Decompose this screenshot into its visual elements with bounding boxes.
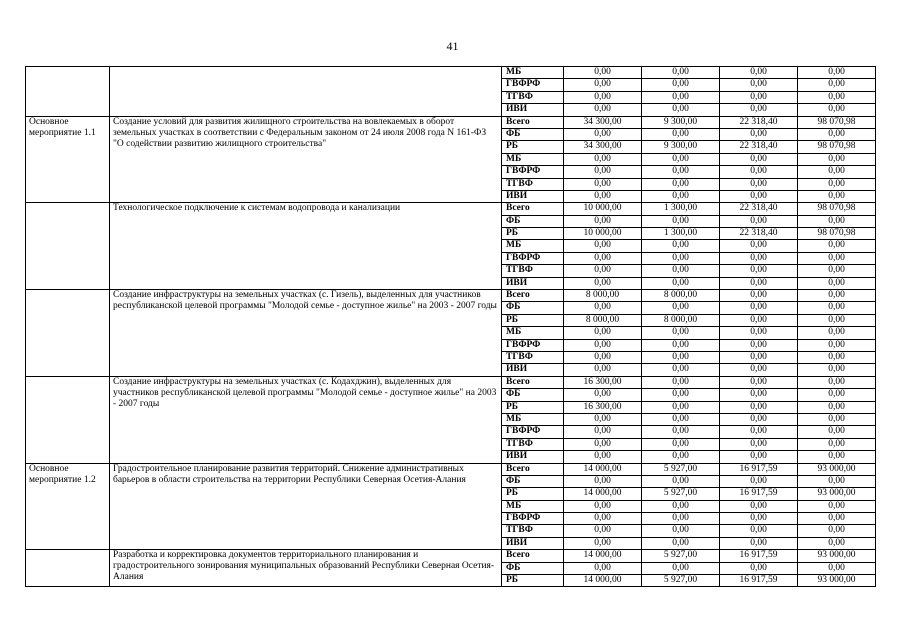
amount-cell: 0,00 (798, 290, 876, 302)
amount-cell: 0,00 (720, 413, 798, 425)
amount-cell: 0,00 (720, 451, 798, 463)
funding-source-cell: ГВФРФ (502, 339, 564, 351)
funding-source-cell: ТГВФ (502, 178, 564, 190)
amount-cell: 0,00 (720, 438, 798, 450)
amount-cell: 0,00 (642, 104, 720, 116)
amount-cell: 0,00 (564, 153, 642, 165)
activity-cell: Основное мероприятие 1.1 (26, 116, 110, 203)
amount-cell: 0,00 (720, 327, 798, 339)
amount-cell: 0,00 (720, 104, 798, 116)
activity-cell (26, 550, 110, 587)
amount-cell: 0,00 (798, 426, 876, 438)
amount-cell: 0,00 (564, 240, 642, 252)
amount-cell: 9 300,00 (642, 141, 720, 153)
amount-cell: 0,00 (720, 401, 798, 413)
funding-source-cell: ГВФРФ (502, 252, 564, 264)
amount-cell: 0,00 (564, 190, 642, 202)
amount-cell: 0,00 (720, 240, 798, 252)
funding-source-cell: РБ (502, 401, 564, 413)
amount-cell: 0,00 (642, 389, 720, 401)
amount-cell: 98 070,98 (798, 228, 876, 240)
amount-cell: 0,00 (798, 339, 876, 351)
amount-cell: 0,00 (720, 67, 798, 79)
amount-cell: 0,00 (798, 364, 876, 376)
amount-cell: 0,00 (564, 389, 642, 401)
amount-cell: 93 000,00 (798, 488, 876, 500)
funding-source-cell: ФБ (502, 302, 564, 314)
amount-cell: 0,00 (564, 364, 642, 376)
amount-cell: 0,00 (642, 91, 720, 103)
funding-source-cell: ФБ (502, 562, 564, 574)
amount-cell: 0,00 (642, 190, 720, 202)
amount-cell: 0,00 (642, 166, 720, 178)
amount-cell: 8 000,00 (564, 290, 642, 302)
amount-cell: 0,00 (564, 500, 642, 512)
funding-source-cell: ФБ (502, 475, 564, 487)
table-row (26, 203, 876, 215)
amount-cell: 0,00 (798, 104, 876, 116)
funding-source-cell: ГВФРФ (502, 513, 564, 525)
amount-cell: 0,00 (720, 475, 798, 487)
budget-table (25, 66, 876, 587)
amount-cell: 0,00 (720, 525, 798, 537)
table-row (26, 463, 876, 475)
amount-cell: 5 927,00 (642, 488, 720, 500)
amount-cell: 0,00 (798, 128, 876, 140)
funding-source-cell: ИВИ (502, 190, 564, 202)
amount-cell: 0,00 (720, 252, 798, 264)
funding-source-cell: Всего (502, 376, 564, 388)
amount-cell: 16 300,00 (564, 401, 642, 413)
amount-cell: 0,00 (720, 79, 798, 91)
activity-cell (26, 376, 110, 463)
amount-cell: 0,00 (564, 451, 642, 463)
amount-cell: 1 300,00 (642, 203, 720, 215)
funding-source-cell: ГВФРФ (502, 166, 564, 178)
funding-source-cell: РБ (502, 488, 564, 500)
amount-cell: 0,00 (564, 438, 642, 450)
amount-cell: 0,00 (798, 314, 876, 326)
amount-cell: 0,00 (642, 327, 720, 339)
amount-cell: 0,00 (798, 438, 876, 450)
table-row (26, 290, 876, 302)
amount-cell: 5 927,00 (642, 463, 720, 475)
amount-cell: 0,00 (798, 166, 876, 178)
activity-cell (26, 290, 110, 377)
description-cell: Разработка и корректировка документов территориального планирования и градостроительного зонирования муниципальных образований Республики Северная Осетия-Алания (110, 550, 502, 587)
amount-cell: 98 070,98 (798, 141, 876, 153)
table-row (26, 116, 876, 128)
amount-cell: 10 000,00 (564, 228, 642, 240)
amount-cell: 98 070,98 (798, 116, 876, 128)
amount-cell: 14 000,00 (564, 463, 642, 475)
funding-source-cell: РБ (502, 141, 564, 153)
amount-cell: 0,00 (720, 513, 798, 525)
amount-cell: 0,00 (798, 79, 876, 91)
amount-cell: 0,00 (642, 153, 720, 165)
amount-cell: 0,00 (720, 128, 798, 140)
amount-cell: 0,00 (642, 215, 720, 227)
amount-cell: 0,00 (798, 389, 876, 401)
amount-cell: 0,00 (642, 351, 720, 363)
table-row (26, 67, 876, 79)
amount-cell: 93 000,00 (798, 575, 876, 587)
amount-cell: 5 927,00 (642, 550, 720, 562)
amount-cell: 0,00 (798, 252, 876, 264)
amount-cell: 0,00 (798, 302, 876, 314)
amount-cell: 14 000,00 (564, 550, 642, 562)
amount-cell: 0,00 (564, 91, 642, 103)
funding-source-cell: РБ (502, 314, 564, 326)
table-row (26, 376, 876, 388)
amount-cell: 0,00 (798, 413, 876, 425)
amount-cell: 0,00 (564, 426, 642, 438)
funding-source-cell: Всего (502, 116, 564, 128)
description-cell (110, 67, 502, 117)
amount-cell: 0,00 (642, 265, 720, 277)
funding-source-cell: РБ (502, 575, 564, 587)
funding-source-cell: ТГВФ (502, 265, 564, 277)
amount-cell: 0,00 (642, 252, 720, 264)
amount-cell: 22 318,40 (720, 116, 798, 128)
amount-cell: 0,00 (642, 562, 720, 574)
amount-cell: 0,00 (798, 537, 876, 549)
amount-cell: 0,00 (642, 451, 720, 463)
amount-cell: 0,00 (798, 91, 876, 103)
amount-cell: 0,00 (798, 153, 876, 165)
amount-cell: 0,00 (642, 475, 720, 487)
amount-cell: 0,00 (720, 389, 798, 401)
amount-cell: 0,00 (720, 351, 798, 363)
funding-source-cell: Всего (502, 463, 564, 475)
funding-source-cell: Всего (502, 550, 564, 562)
amount-cell: 0,00 (564, 67, 642, 79)
amount-cell: 0,00 (564, 525, 642, 537)
amount-cell: 0,00 (642, 339, 720, 351)
amount-cell: 0,00 (720, 178, 798, 190)
amount-cell: 0,00 (720, 302, 798, 314)
amount-cell: 0,00 (564, 339, 642, 351)
funding-source-cell: ИВИ (502, 104, 564, 116)
amount-cell: 0,00 (642, 178, 720, 190)
amount-cell: 0,00 (720, 562, 798, 574)
amount-cell: 0,00 (720, 153, 798, 165)
amount-cell: 0,00 (642, 525, 720, 537)
amount-cell: 16 300,00 (564, 376, 642, 388)
amount-cell: 0,00 (798, 376, 876, 388)
amount-cell: 0,00 (564, 178, 642, 190)
description-cell: Создание инфраструктуры на земельных участках (с. Кодахджин), выделенных для участников республиканской целевой программы "Молодой семье - доступное жилье" на 2003 - 2007 годы (110, 376, 502, 463)
description-cell: Создание инфраструктуры на земельных участках (с. Гизель), выделенных для участников республиканской целевой программы "Молодой семье - доступное жилье" на 2003 - 2007 годы (110, 290, 502, 377)
amount-cell: 0,00 (798, 240, 876, 252)
amount-cell: 0,00 (642, 401, 720, 413)
funding-source-cell: ИВИ (502, 451, 564, 463)
amount-cell: 22 318,40 (720, 141, 798, 153)
amount-cell: 8 000,00 (564, 314, 642, 326)
amount-cell: 0,00 (642, 67, 720, 79)
amount-cell: 0,00 (564, 79, 642, 91)
funding-source-cell: ГВФРФ (502, 426, 564, 438)
page-number: 41 (446, 39, 459, 53)
amount-cell: 93 000,00 (798, 550, 876, 562)
amount-cell: 0,00 (642, 277, 720, 289)
funding-source-cell: ГВФРФ (502, 79, 564, 91)
funding-source-cell: ТГВФ (502, 351, 564, 363)
amount-cell: 14 000,00 (564, 575, 642, 587)
amount-cell: 0,00 (642, 240, 720, 252)
amount-cell: 0,00 (720, 364, 798, 376)
amount-cell: 0,00 (798, 190, 876, 202)
funding-source-cell: ФБ (502, 389, 564, 401)
funding-source-cell: МБ (502, 240, 564, 252)
funding-source-cell: ТГВФ (502, 438, 564, 450)
amount-cell: 0,00 (564, 215, 642, 227)
amount-cell: 34 300,00 (564, 116, 642, 128)
amount-cell: 0,00 (720, 215, 798, 227)
amount-cell: 0,00 (798, 513, 876, 525)
amount-cell: 0,00 (720, 91, 798, 103)
amount-cell: 0,00 (564, 513, 642, 525)
amount-cell: 0,00 (720, 376, 798, 388)
amount-cell: 0,00 (564, 475, 642, 487)
amount-cell: 9 300,00 (642, 116, 720, 128)
amount-cell: 0,00 (798, 327, 876, 339)
amount-cell: 0,00 (564, 413, 642, 425)
amount-cell: 0,00 (798, 67, 876, 79)
amount-cell: 0,00 (564, 166, 642, 178)
amount-cell: 8 000,00 (642, 314, 720, 326)
amount-cell: 0,00 (642, 500, 720, 512)
amount-cell: 8 000,00 (642, 290, 720, 302)
amount-cell: 0,00 (798, 500, 876, 512)
description-cell: Создание условий для развития жилищного строительства на вовлекаемых в оборот земельных участках в соответствии с Федеральным законом от 24 июля 2008 года N 161-ФЗ "О содействии развитию жилищного строительства" (110, 116, 502, 203)
amount-cell: 0,00 (720, 314, 798, 326)
amount-cell: 0,00 (798, 178, 876, 190)
amount-cell: 0,00 (798, 525, 876, 537)
amount-cell: 98 070,98 (798, 203, 876, 215)
amount-cell: 0,00 (564, 537, 642, 549)
funding-source-cell: ИВИ (502, 277, 564, 289)
amount-cell: 0,00 (642, 513, 720, 525)
funding-source-cell: РБ (502, 228, 564, 240)
funding-source-cell: МБ (502, 67, 564, 79)
amount-cell: 0,00 (798, 265, 876, 277)
description-cell: Градостроительное планирование развития территорий. Снижение административных барьеров в области строительства на территории Республики Северная Осетия-Алания (110, 463, 502, 550)
amount-cell: 0,00 (564, 302, 642, 314)
amount-cell: 0,00 (720, 166, 798, 178)
activity-cell (26, 67, 110, 117)
funding-source-cell: МБ (502, 327, 564, 339)
amount-cell: 0,00 (798, 351, 876, 363)
activity-cell: Основное мероприятие 1.2 (26, 463, 110, 550)
activity-cell (26, 203, 110, 290)
amount-cell: 0,00 (642, 413, 720, 425)
description-cell: Технологическое подключение к системам водопровода и канализации (110, 203, 502, 290)
amount-cell: 16 917,59 (720, 463, 798, 475)
amount-cell: 0,00 (564, 351, 642, 363)
funding-source-cell: ИВИ (502, 537, 564, 549)
amount-cell: 0,00 (720, 537, 798, 549)
amount-cell: 0,00 (642, 128, 720, 140)
amount-cell: 0,00 (642, 364, 720, 376)
amount-cell: 14 000,00 (564, 488, 642, 500)
funding-source-cell: ФБ (502, 215, 564, 227)
funding-source-cell: ИВИ (502, 364, 564, 376)
amount-cell: 0,00 (564, 252, 642, 264)
amount-cell: 0,00 (798, 475, 876, 487)
funding-source-cell: ТГВФ (502, 525, 564, 537)
amount-cell: 0,00 (564, 128, 642, 140)
amount-cell: 5 927,00 (642, 575, 720, 587)
amount-cell: 0,00 (720, 500, 798, 512)
funding-source-cell: МБ (502, 413, 564, 425)
amount-cell: 22 318,40 (720, 203, 798, 215)
amount-cell: 16 917,59 (720, 550, 798, 562)
amount-cell: 16 917,59 (720, 575, 798, 587)
table-row (26, 550, 876, 562)
funding-source-cell: МБ (502, 500, 564, 512)
amount-cell: 0,00 (720, 290, 798, 302)
amount-cell: 0,00 (564, 104, 642, 116)
funding-source-cell: Всего (502, 290, 564, 302)
amount-cell: 0,00 (798, 451, 876, 463)
funding-source-cell: Всего (502, 203, 564, 215)
amount-cell: 0,00 (798, 215, 876, 227)
amount-cell: 0,00 (720, 277, 798, 289)
amount-cell: 0,00 (642, 302, 720, 314)
funding-source-cell: ФБ (502, 128, 564, 140)
amount-cell: 0,00 (642, 376, 720, 388)
amount-cell: 0,00 (798, 562, 876, 574)
amount-cell: 0,00 (564, 562, 642, 574)
amount-cell: 0,00 (720, 339, 798, 351)
amount-cell: 16 917,59 (720, 488, 798, 500)
amount-cell: 0,00 (564, 265, 642, 277)
amount-cell: 1 300,00 (642, 228, 720, 240)
amount-cell: 0,00 (720, 426, 798, 438)
amount-cell: 34 300,00 (564, 141, 642, 153)
amount-cell: 22 318,40 (720, 228, 798, 240)
amount-cell: 0,00 (798, 401, 876, 413)
amount-cell: 0,00 (798, 277, 876, 289)
amount-cell: 0,00 (720, 265, 798, 277)
amount-cell: 0,00 (720, 190, 798, 202)
amount-cell: 93 000,00 (798, 463, 876, 475)
amount-cell: 0,00 (642, 79, 720, 91)
funding-source-cell: МБ (502, 153, 564, 165)
amount-cell: 0,00 (642, 438, 720, 450)
amount-cell: 10 000,00 (564, 203, 642, 215)
amount-cell: 0,00 (564, 327, 642, 339)
funding-source-cell: ТГВФ (502, 91, 564, 103)
amount-cell: 0,00 (642, 426, 720, 438)
amount-cell: 0,00 (564, 277, 642, 289)
amount-cell: 0,00 (642, 537, 720, 549)
